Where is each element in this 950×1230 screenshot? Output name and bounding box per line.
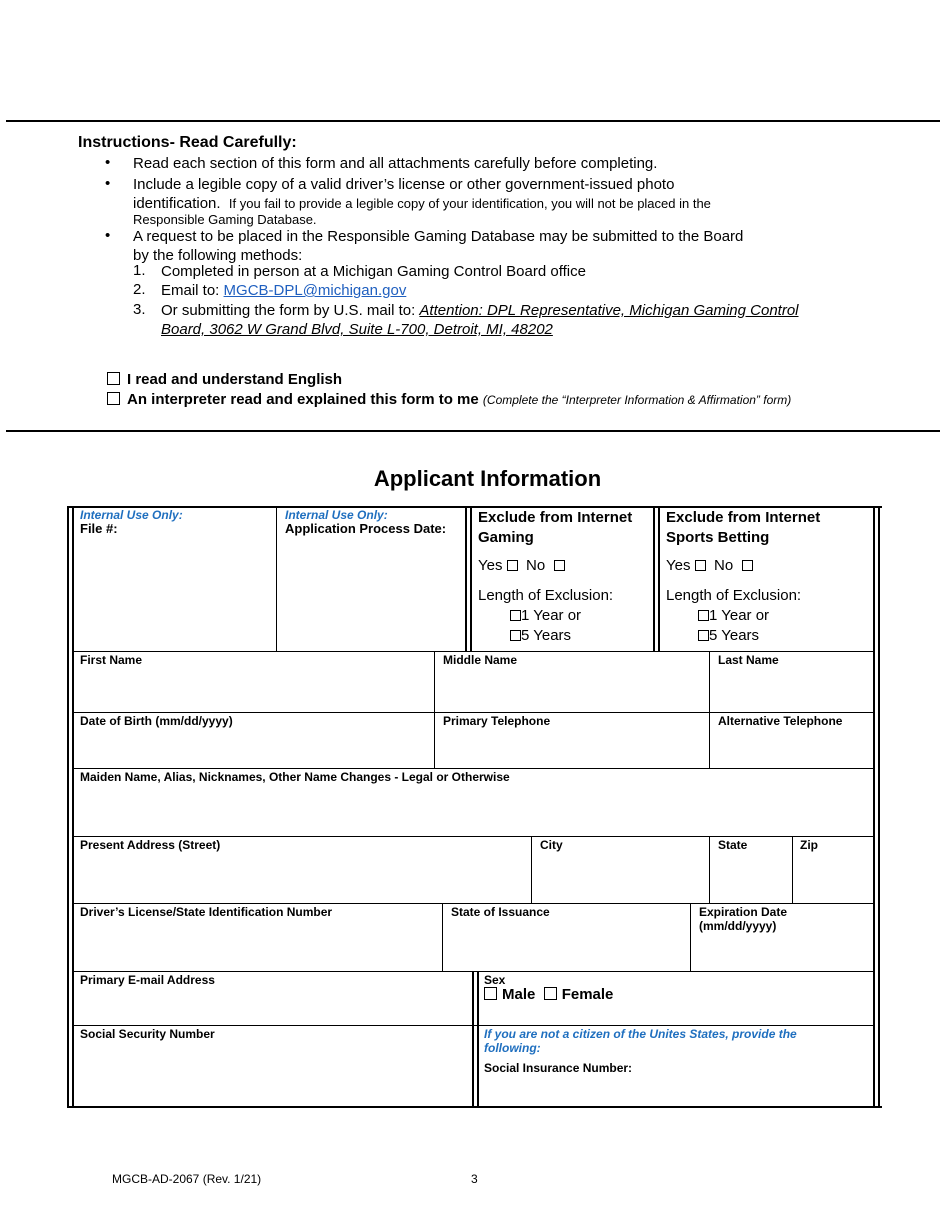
sex-options: Male Female <box>484 986 613 1003</box>
male-checkbox[interactable] <box>484 987 497 1000</box>
sports-no-checkbox[interactable] <box>742 560 753 571</box>
middle-name-field[interactable]: Middle Name <box>443 653 518 667</box>
cell-divider <box>658 506 660 652</box>
bullet-icon: • <box>105 175 111 192</box>
primary-phone-field[interactable]: Primary Telephone <box>443 714 551 728</box>
english-option: I read and understand English <box>107 371 342 388</box>
top-divider <box>6 120 940 122</box>
mail-address: Attention: DPL Representative, Michigan Gaming Control <box>419 302 799 319</box>
instruction-1: Read each section of this form and all attachments carefully before completing. <box>133 155 658 172</box>
file-number-cell[interactable]: Internal Use Only: File #: <box>80 508 183 536</box>
row-divider <box>73 836 874 837</box>
cell-divider <box>470 506 472 652</box>
row-divider <box>73 712 874 713</box>
page-number: 3 <box>471 1172 478 1186</box>
sports-5-years-checkbox[interactable] <box>698 630 709 641</box>
method-number: 2. <box>133 281 146 298</box>
row-divider <box>73 768 874 769</box>
method-in-person: Completed in person at a Michigan Gaming Control Board office <box>161 263 586 280</box>
female-checkbox[interactable] <box>544 987 557 1000</box>
applicant-title: Applicant Information <box>373 466 602 491</box>
zip-field[interactable]: Zip <box>800 838 818 852</box>
address-field[interactable]: Present Address (Street) <box>80 838 221 852</box>
gaming-1-year-checkbox[interactable] <box>510 610 521 621</box>
bullet-icon: • <box>105 227 111 244</box>
sports-1-year-checkbox[interactable] <box>698 610 709 621</box>
table-right-border <box>878 506 880 1108</box>
sports-yes-checkbox[interactable] <box>695 560 706 571</box>
state-field[interactable]: State <box>718 838 748 852</box>
method-number: 1. <box>133 262 146 279</box>
method-mail: Or submitting the form by U.S. mail to: Attention: DPL Representative, Michigan Gaming Control Board, 3062 W Grand Blvd, Suite L-700, Detroit, MI, 48202 <box>161 302 799 338</box>
cell-divider <box>653 506 655 652</box>
cell-divider <box>477 971 479 1107</box>
interpreter-option: An interpreter read and explained this form to me (Complete the “Interpreter Information & Affirmation” form) <box>107 391 791 408</box>
row-divider <box>73 903 874 904</box>
state-issuance-field[interactable]: State of Issuance <box>451 905 550 919</box>
cell-divider <box>276 506 277 652</box>
form-id: MGCB-AD-2067 (Rev. 1/21) <box>112 1172 262 1186</box>
cell-divider <box>531 836 532 903</box>
cell-divider <box>434 651 435 768</box>
email-field[interactable]: Primary E-mail Address <box>80 973 215 987</box>
cell-divider <box>465 506 467 652</box>
process-date-cell[interactable]: Internal Use Only: Application Process Date: <box>285 508 447 536</box>
gaming-no-checkbox[interactable] <box>554 560 565 571</box>
gaming-yes-checkbox[interactable] <box>507 560 518 571</box>
dob-field[interactable]: Date of Birth (mm/dd/yyyy) <box>80 714 233 728</box>
first-name-field[interactable]: First Name <box>80 653 143 667</box>
last-name-field[interactable]: Last Name <box>718 653 779 667</box>
city-field[interactable]: City <box>540 838 563 852</box>
social-insurance-field[interactable]: Social Insurance Number: <box>484 1061 633 1075</box>
table-right-border <box>873 506 875 1108</box>
instruction-2: Include a legible copy of a valid driver’s license or other government-issued photo identification. If you fail to provide a legible copy of your identification, you will not be placed in the Responsible Gaming Database. <box>133 176 711 227</box>
interpreter-checkbox[interactable] <box>107 392 120 405</box>
sex-label: Sex <box>484 973 506 987</box>
english-checkbox[interactable] <box>107 372 120 385</box>
cell-divider <box>709 836 710 903</box>
cell-divider <box>442 903 443 971</box>
cell-divider <box>709 651 710 768</box>
instructions-title: Instructions- Read Carefully: <box>78 134 297 151</box>
method-number: 3. <box>133 301 146 318</box>
middle-divider <box>6 430 940 432</box>
alt-phone-field[interactable]: Alternative Telephone <box>718 714 843 728</box>
method-email: Email to: MGCB-DPL@michigan.gov <box>161 282 407 299</box>
row-divider <box>73 651 874 652</box>
table-left-border <box>67 506 69 1108</box>
exclude-sports-betting: Exclude from Internet Sports Betting Yes No Length of Exclusion: 1 Year or 5 Years <box>666 509 821 644</box>
table-bottom-border <box>67 1106 882 1108</box>
table-left-border <box>72 506 74 1108</box>
ssn-field[interactable]: Social Security Number <box>80 1027 215 1041</box>
gaming-5-years-checkbox[interactable] <box>510 630 521 641</box>
cell-divider <box>690 903 691 971</box>
bullet-icon: • <box>105 154 111 171</box>
dl-number-field[interactable]: Driver’s License/State Identification Number <box>80 905 333 919</box>
exclude-internet-gaming: Exclude from Internet Gaming Yes No Length of Exclusion: 1 Year or 5 Years <box>478 509 633 644</box>
cell-divider <box>472 971 474 1107</box>
expiration-date-field[interactable]: Expiration Date (mm/dd/yyyy) <box>699 905 788 933</box>
instruction-3: A request to be placed in the Responsible Gaming Database may be submitted to the Board by the following methods: <box>133 228 744 264</box>
email-link[interactable]: MGCB-DPL@michigan.gov <box>223 282 407 299</box>
maiden-name-field[interactable]: Maiden Name, Alias, Nicknames, Other Name Changes - Legal or Otherwise <box>80 770 510 784</box>
non-citizen-section: If you are not a citizen of the Unites States, provide the following: Social Insurance Number: <box>484 1027 797 1075</box>
cell-divider <box>792 836 793 903</box>
